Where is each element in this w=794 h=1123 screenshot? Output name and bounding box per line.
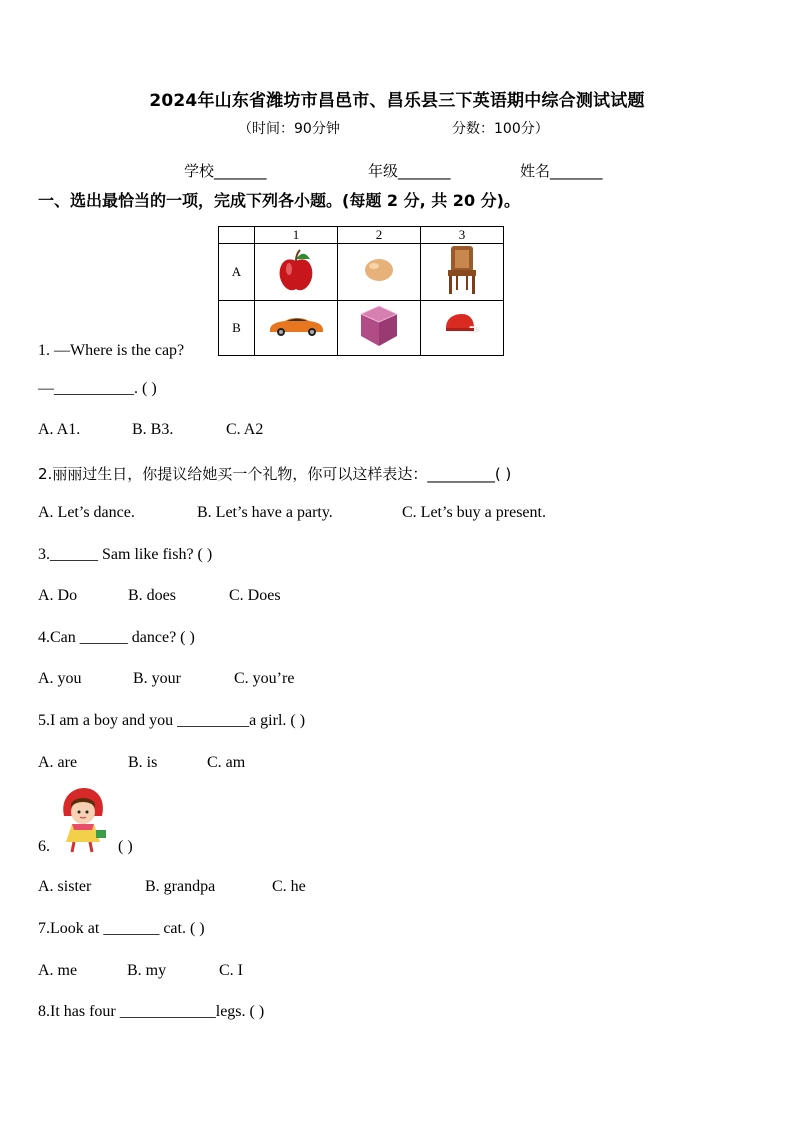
apple-icon	[255, 244, 338, 301]
egg-icon	[338, 244, 421, 301]
option-b: B. my	[127, 962, 167, 979]
option-c: C. am	[207, 754, 246, 771]
grid-corner	[219, 227, 255, 244]
option-c: C. Let’s buy a present.	[402, 504, 546, 521]
col-header: 3	[421, 227, 504, 244]
option-a: A. are	[38, 754, 78, 771]
school-field: 学校_______	[184, 162, 267, 180]
option-c: C. you’re	[234, 670, 295, 687]
gift-box-icon	[338, 301, 421, 356]
option-c: C. I	[219, 962, 243, 979]
question-1-answer-line: —__________. ( )	[38, 380, 157, 397]
page-title: 2024年山东省潍坊市昌邑市、昌乐县三下英语期中综合测试试题	[149, 91, 645, 111]
question-2-stem: 2.丽丽过生日，你提议给她买一个礼物，你可以这样表达：_________( )	[38, 465, 512, 483]
option-a: A. Let’s dance.	[38, 504, 135, 521]
option-c: C. Does	[229, 587, 281, 604]
option-a: A. A1.	[38, 421, 81, 438]
question-3-stem: 3.______ Sam like fish? ( )	[38, 546, 213, 563]
option-c: C. he	[272, 878, 306, 895]
col-header: 2	[338, 227, 421, 244]
cap-icon	[421, 301, 504, 356]
option-b: B. does	[128, 587, 176, 604]
question-6-number: 6.	[38, 838, 50, 855]
grade-field: 年级_______	[368, 162, 451, 180]
col-header: 1	[255, 227, 338, 244]
picture-grid	[218, 226, 504, 356]
question-7-stem: 7.Look at _______ cat. ( )	[38, 920, 205, 937]
row-label: B	[219, 301, 255, 356]
time-info: （时间：90分钟	[238, 121, 340, 137]
girl-red-hood-icon	[54, 786, 114, 861]
option-a: A. you	[38, 670, 82, 687]
name-field: 姓名_______	[520, 162, 603, 180]
row-label: A	[219, 244, 255, 301]
option-a: A. Do	[38, 587, 78, 604]
option-a: A. me	[38, 962, 78, 979]
question-5-stem: 5.I am a boy and you _________a girl. ( )	[38, 712, 306, 729]
option-b: B. Let’s have a party.	[197, 504, 333, 521]
question-8-stem: 8.It has four ____________legs. ( )	[38, 1003, 265, 1020]
score-info: 分数：100分）	[452, 121, 549, 137]
chair-icon	[421, 244, 504, 301]
section-heading: 一、选出最恰当的一项，完成下列各小题。(每题 2 分, 共 20 分)。	[38, 191, 520, 210]
option-b: B. is	[128, 754, 158, 771]
option-a: A. sister	[38, 878, 92, 895]
car-icon	[255, 301, 338, 356]
question-6-bracket: ( )	[118, 838, 133, 855]
question-1-stem: 1. —Where is the cap?	[38, 342, 185, 359]
option-b: B. B3.	[132, 421, 174, 438]
question-4-stem: 4.Can ______ dance? ( )	[38, 629, 195, 646]
option-b: B. grandpa	[145, 878, 216, 895]
option-c: C. A2	[226, 421, 264, 438]
option-b: B. your	[133, 670, 181, 687]
